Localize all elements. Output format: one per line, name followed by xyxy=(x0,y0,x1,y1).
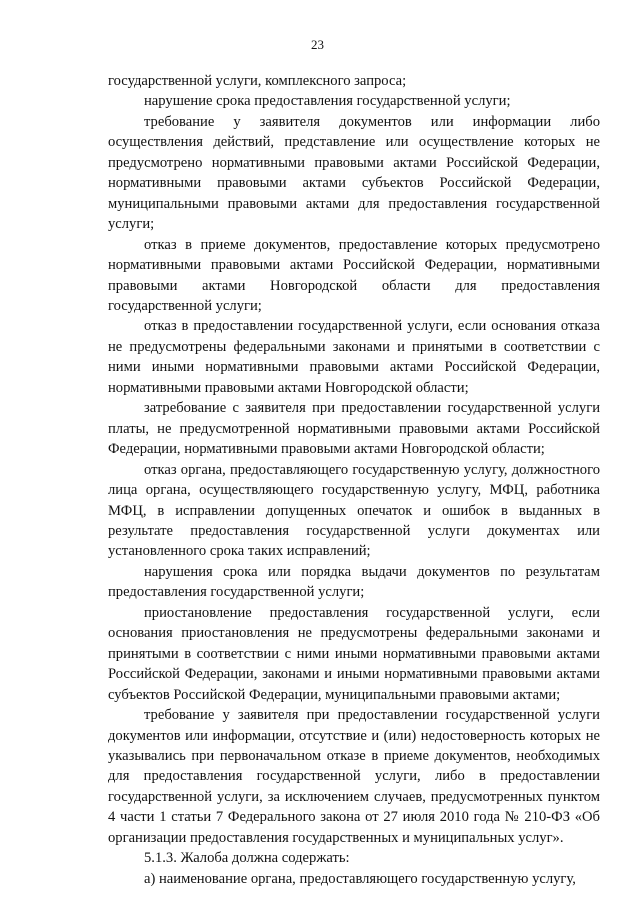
paragraph-refusal-correction: отказ органа, предоставляющего государственную услугу, должностного лица органа, осуществляющего государственную услугу, МФЦ, работника МФЦ, в исправлении допущенных опечаток и ошибок в выданных в результате предоставления государственной услуги документах или установленного срока таких исправлений; xyxy=(108,461,600,560)
paragraph-issuance-violation: нарушения срока или порядка выдачи документов по результатам предоставления государственной услуги; xyxy=(108,563,600,601)
page-number: 23 xyxy=(311,37,324,52)
section-heading-complaint: 5.1.3. Жалоба должна содержать: xyxy=(144,850,350,867)
paragraph-continuation: государственной услуги, комплексного запроса; xyxy=(108,73,407,89)
paragraph-deadline-violation: нарушение срока предоставления государственной услуги; xyxy=(144,93,511,110)
paragraph-suspension: приостановление предоставления государственной услуги, если основания приостановления не предусмотрены федеральными законами и принятыми в соответствии с ними иными нормативными правовыми актами Российской Федерации, законами и иными нормативными правовыми актами субъектов Российской Федерации, муниципальными правовыми актами; xyxy=(108,604,600,703)
paragraph-refusal-service: отказ в предоставлении государственной услуги, если основания отказа не предусмотрены федеральными законами и принятыми в соответствии с ними иными нормативными правовыми актами Российской Федерации, нормативными правовыми актами Новгородской области; xyxy=(108,318,600,396)
paragraph-extra-documents: требование у заявителя при предоставлении государственной услуги документов или информации, отсутствие и (или) недостоверность которых не указывались при первоначальном отказе в приеме документов, необходимых для предоставления государственной услуги, либо в предоставлении государственной услуги, за исключением случаев, предусмотренных пунктом 4 части 1 статьи 7 Федерального закона от 27 июля 2010 года № 210-ФЗ «Об организации предоставления государственных и муниципальных услуг». xyxy=(108,707,600,846)
document-body xyxy=(108,71,600,889)
paragraph-item-a: а) наименование органа, предоставляющего государственную услугу, xyxy=(144,870,576,887)
paragraph-refusal-acceptance: отказ в приеме документов, предоставление которых предусмотрено нормативными правовыми актами Российской Федерации, нормативными правовыми актами Новгородской области для предоставления государственной услуги; xyxy=(108,236,600,314)
paragraph-fee-demand: затребование с заявителя при предоставлении государственной услуги платы, не предусмотренной нормативными правовыми актами Российской Федерации, нормативными правовыми актами Новгородской области; xyxy=(108,400,600,458)
paragraph-document-requirement: требование у заявителя документов или информации либо осуществления действий, представление или осуществление которых не предусмотрено нормативными правовыми актами Российской Федерации, нормативными правовыми актами субъектов Российской Федерации, муниципальными правовыми актами для предоставления государственной услуги; xyxy=(108,113,600,233)
